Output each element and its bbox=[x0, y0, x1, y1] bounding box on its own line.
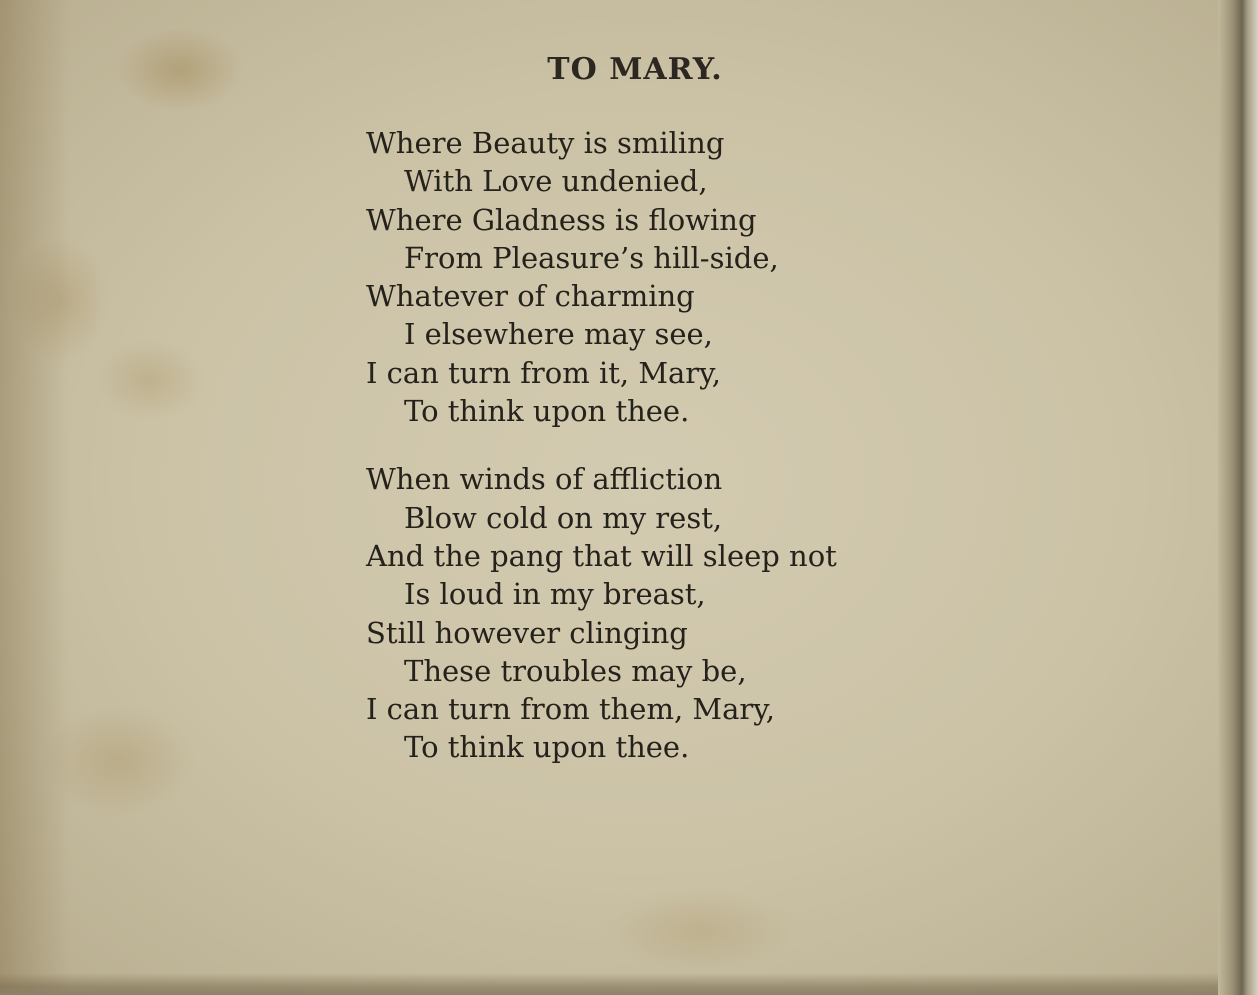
poem-line: When winds of affliction bbox=[366, 462, 723, 497]
stanza-2 bbox=[366, 460, 837, 766]
poem-line: Still however clinging bbox=[366, 615, 688, 650]
poem-line: Whatever of charming bbox=[366, 279, 695, 314]
book-gutter bbox=[1218, 0, 1258, 995]
poem-line: I elsewhere may see, bbox=[404, 317, 713, 352]
poem-body bbox=[366, 124, 837, 797]
poem-title: TO MARY. bbox=[547, 52, 723, 87]
poem-line: Blow cold on my rest, bbox=[404, 500, 723, 535]
poem-line: Is loud in my breast, bbox=[404, 577, 706, 612]
page-bottom-edge bbox=[0, 973, 1258, 995]
stanza-1 bbox=[366, 124, 837, 430]
poem-line: From Pleasure’s hill-side, bbox=[404, 240, 779, 275]
poem-line: Where Gladness is flowing bbox=[366, 202, 757, 237]
poem-line: With Love undenied, bbox=[404, 164, 708, 199]
poem-line: To think upon thee. bbox=[404, 394, 690, 429]
poem-line: I can turn from it, Mary, bbox=[366, 355, 721, 390]
poem-line: These troubles may be, bbox=[404, 653, 747, 688]
poem-line: Where Beauty is smiling bbox=[366, 126, 725, 160]
poem-line: To think upon thee. bbox=[404, 730, 690, 765]
poem-line: And the pang that will sleep not bbox=[366, 538, 837, 573]
poem-line: I can turn from them, Mary, bbox=[366, 692, 775, 727]
